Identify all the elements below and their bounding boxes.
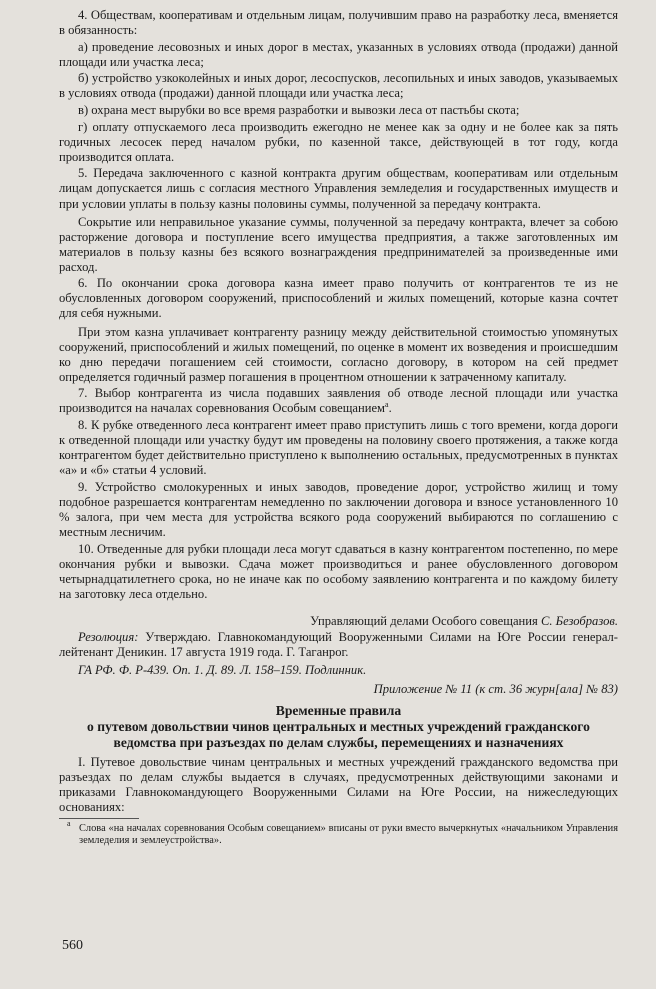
paragraph-8: 8. К рубке отведенного леса контрагент имеет право приступить лишь с того времени, когда дороги к отведенной площади или участку будут им проведены на половину своего протяжения, а также когда контрагентом будет действительно приступлено к выполнению остальных, предусмотренных в пунктах «а» и «б» статьи 4 условий.	[59, 417, 618, 478]
paragraph-7-text: 7. Выбор контрагента из числа подавших заявления об отводе лесной площади или участка производится на началах соревнования Особым совещанием	[59, 386, 618, 416]
title-line-2: о путевом довольствии чинов центральных и местных учреждений гражданского	[87, 718, 590, 734]
paragraph-7	[59, 386, 618, 416]
document-title	[59, 703, 618, 751]
paragraph-9: 9. Устройство смолокуренных и иных заводов, проведение дорог, устройство жилищ и тому подобное разрешается контрагентам немедленно по заключении договора и взносе установленного 10 % залога, при чем места для устройства всякого рода сооружений выбираются по соглашению с местным лесничим.	[59, 479, 618, 539]
signer-position: Управляющий делами Особого совещания	[310, 613, 538, 628]
paragraph-10: 10. Отведенные для рубки площади леса могут сдаваться в казну контрагентом постепенно, по мере окончания рубки и вывозки. Сдача может производиться и ранее обусловленного договором четырнадцатилетнего срока, но не иначе как по особому заявлению контрагента и по каждому билету на заготовку леса отдельно.	[59, 541, 618, 601]
title-line-3: ведомства при разъездах по делам службы, перемещениях и назначениях	[113, 734, 564, 750]
appendix-reference: Приложение № 11 (к ст. 36 журн[ала] № 83)	[373, 681, 618, 696]
footnote-ref: а	[385, 400, 389, 410]
resolution-text: Утверждаю. Главнокомандующий Вооруженными Силами на Юге России генерал-лейтенант Деникин. 17 августа 1919 года. Г. Таганрог.	[59, 630, 618, 660]
paragraph-7-end: .	[388, 401, 392, 416]
paragraph-4g: г) оплату отпускаемого леса производить ежегодно не менее как за одну и не более как за пять годичных лесосек перед началом рубки, по казенной таксе, действующей в тот году, когда производится оплата.	[59, 119, 618, 164]
page-number: 560	[62, 938, 83, 953]
paragraph-6: 6. По окончании срока договора казна имеет право получить от контрагентов те из не обусловленных договором сооружений, приспособлений и жилых помещений, которые казна сочтет для себя нужными.	[59, 276, 618, 321]
paragraph-4a: а) проведение лесовозных и иных дорог в местах, указанных в условиях отвода (продажи) данной площади или участка леса;	[59, 39, 618, 69]
archive-reference: ГА РФ. Ф. Р-439. Оп. 1. Д. 89. Л. 158–159. Подлинник.	[78, 663, 367, 678]
footnote: $^а$ Слова «на началах соревнования Особым совещанием» вписаны от руки вместо вычеркнутых «начальником Управления земледелия и землеустройства».	[67, 819, 618, 847]
signature-line	[59, 614, 618, 629]
paragraph-4b: б) устройство узкоколейных и иных дорог, лесоспусков, лесопильных и иных заводов, указываемых в условиях отвода (продажи) данной площади или участка леса;	[59, 71, 618, 101]
resolution	[59, 630, 618, 660]
page-body	[59, 8, 618, 850]
paragraph-5: 5. Передача заключенного с казной контракта другим обществам, кооперативам или отдельным лицам допускается лишь с согласия местного Управления земледелия и государственных имуществ и при условии уплаты в пользу казны половины суммы, полученной за передачу контракта.	[59, 166, 618, 211]
title-line-1: Временные правила	[275, 702, 402, 718]
paragraph-4: 4. Обществам, кооперативам и отдельным лицам, получившим право на разработку леса, вменяется в обязанность:	[59, 8, 618, 38]
signer-name: С. Безобразов.	[540, 613, 618, 628]
paragraph-6b: При этом казна уплачивает контрагенту разницу между действительной стоимостью упомянутых сооружений, приспособлений и жилых помещений, по оценке в момент их возведения и происшедшим ко дню передачи погашением сей стоимости, согласно договору, в котором на сей предмет определяется годичный размер погашения в процентном отношении к затраченному капиталу.	[59, 324, 618, 384]
footnote-text: Слова «на началах соревнования Особым совещанием» вписаны от руки вместо вычеркнутых «начальником Управления земледелия и землеустройства».	[79, 822, 618, 847]
paragraph-4v: в) охрана мест вырубки во все время разработки и вывозки леса от пастьбы скота;	[78, 103, 520, 118]
section-1: I. Путевое довольствие чинам центральных и местных учреждений гражданского ведомства при разъездах по делам службы выдается в случаях, предусмотренных действующими законами и приказами Главнокомандующего Вооруженными Силами на Юге России, на нижеследующих основаниях:	[59, 754, 618, 814]
paragraph-5b: Сокрытие или неправильное указание суммы, полученной за передачу контракта, влечет за собою расторжение договора и поступление всего имущества предприятия, а также заготовленных им материалов в пользу казны без всякого вознаграждения предпринимателей за произведенные ими расход.	[59, 214, 618, 274]
footnote-divider	[59, 818, 139, 819]
resolution-label: Резолюция:	[78, 630, 139, 645]
